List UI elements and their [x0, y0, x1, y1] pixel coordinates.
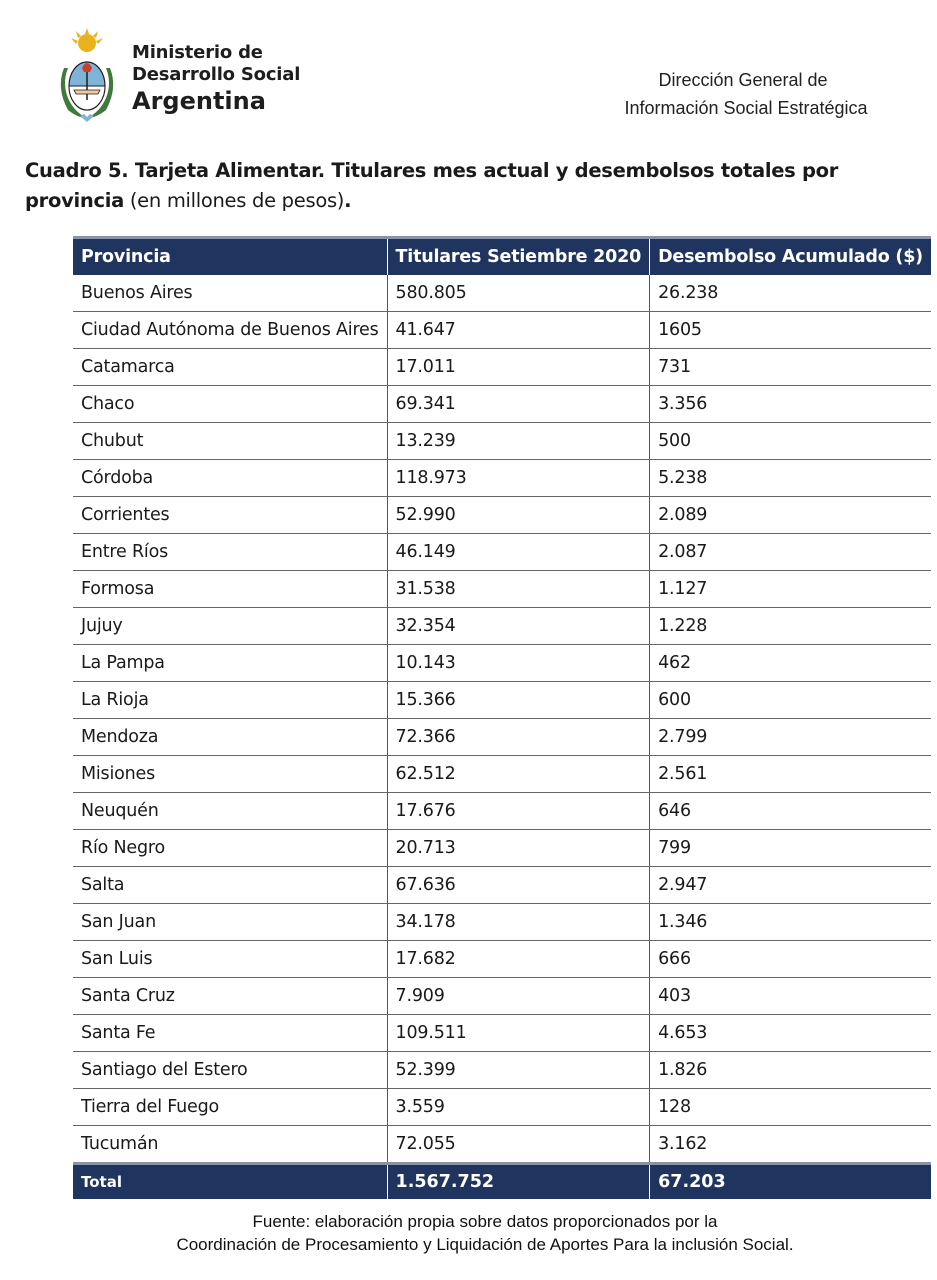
table-row: [73, 349, 931, 386]
cell-desembolso: 1.127: [650, 571, 931, 608]
cell-provincia: Chubut: [73, 423, 387, 460]
cell-desembolso: 2.561: [650, 756, 931, 793]
table-row: [73, 756, 931, 793]
cell-titulares: 34.178: [387, 904, 650, 941]
source-line-1: Fuente: elaboración propia sobre datos proporcionados por la: [252, 1212, 718, 1231]
cell-provincia: Santa Cruz: [73, 978, 387, 1015]
cell-provincia: San Luis: [73, 941, 387, 978]
cell-titulares: 118.973: [387, 460, 650, 497]
cell-provincia: La Pampa: [73, 645, 387, 682]
cell-desembolso: 799: [650, 830, 931, 867]
cell-desembolso: 600: [650, 682, 931, 719]
total-titulares: 1.567.752: [387, 1164, 650, 1200]
source-note: [0, 1210, 937, 1256]
cell-desembolso: 5.238: [650, 460, 931, 497]
table-caption: [25, 156, 915, 216]
cell-provincia: Tierra del Fuego: [73, 1089, 387, 1126]
cell-provincia: Neuquén: [73, 793, 387, 830]
table-row: [73, 275, 931, 312]
table-row: [73, 423, 931, 460]
cell-desembolso: 462: [650, 645, 931, 682]
table-row: [73, 719, 931, 756]
cell-titulares: 10.143: [387, 645, 650, 682]
cell-titulares: 52.399: [387, 1052, 650, 1089]
cell-titulares: 7.909: [387, 978, 650, 1015]
ministry-line-2: Desarrollo Social: [132, 64, 301, 85]
cell-desembolso: 1.826: [650, 1052, 931, 1089]
cell-provincia: Santiago del Estero: [73, 1052, 387, 1089]
table-row: [73, 534, 931, 571]
cell-titulares: 46.149: [387, 534, 650, 571]
table-row: [73, 1015, 931, 1052]
cell-desembolso: 646: [650, 793, 931, 830]
header-desembolso: Desembolso Acumulado ($): [650, 238, 931, 276]
cell-titulares: 32.354: [387, 608, 650, 645]
cell-titulares: 31.538: [387, 571, 650, 608]
cell-titulares: 15.366: [387, 682, 650, 719]
cell-provincia: La Rioja: [73, 682, 387, 719]
table-row: [73, 682, 931, 719]
cell-provincia: Córdoba: [73, 460, 387, 497]
cell-desembolso: 1.228: [650, 608, 931, 645]
cell-provincia: Mendoza: [73, 719, 387, 756]
cell-titulares: 62.512: [387, 756, 650, 793]
total-label: Total: [73, 1164, 387, 1200]
cell-provincia: Formosa: [73, 571, 387, 608]
cell-desembolso: 2.087: [650, 534, 931, 571]
cell-desembolso: 500: [650, 423, 931, 460]
cell-desembolso: 1.346: [650, 904, 931, 941]
caption-normal: (en millones de pesos): [123, 189, 345, 212]
cell-provincia: Entre Ríos: [73, 534, 387, 571]
cell-titulares: 580.805: [387, 275, 650, 312]
cell-desembolso: 2.799: [650, 719, 931, 756]
ministry-line-1: Ministerio de: [132, 42, 263, 63]
cell-provincia: Chaco: [73, 386, 387, 423]
cell-desembolso: 403: [650, 978, 931, 1015]
cell-desembolso: 2.089: [650, 497, 931, 534]
cell-desembolso: 128: [650, 1089, 931, 1126]
cell-titulares: 72.366: [387, 719, 650, 756]
caption-end: .: [344, 189, 352, 212]
cell-titulares: 41.647: [387, 312, 650, 349]
table-row: [73, 978, 931, 1015]
province-table: [73, 236, 931, 1199]
cell-desembolso: 731: [650, 349, 931, 386]
table-row: [73, 608, 931, 645]
cell-provincia: Catamarca: [73, 349, 387, 386]
cell-provincia: Misiones: [73, 756, 387, 793]
cell-provincia: Corrientes: [73, 497, 387, 534]
cell-titulares: 67.636: [387, 867, 650, 904]
header-titulares: Titulares Setiembre 2020: [387, 238, 650, 276]
table-row: [73, 867, 931, 904]
cell-desembolso: 26.238: [650, 275, 931, 312]
table-row: [73, 941, 931, 978]
table-row: [73, 497, 931, 534]
cell-titulares: 17.676: [387, 793, 650, 830]
cell-provincia: San Juan: [73, 904, 387, 941]
cell-provincia: Buenos Aires: [73, 275, 387, 312]
ministry-line-3: Argentina: [132, 87, 266, 115]
table-row: [73, 571, 931, 608]
cell-titulares: 13.239: [387, 423, 650, 460]
caption-bold: Cuadro 5. Tarjeta Alimentar. Titulares mes actual y desembolsos totales por provincia: [25, 159, 839, 212]
page-header: [0, 0, 937, 140]
cell-provincia: Río Negro: [73, 830, 387, 867]
table-total-row: [73, 1164, 931, 1200]
cell-titulares: 17.011: [387, 349, 650, 386]
direccion-line-1: Dirección General de: [658, 70, 828, 90]
cell-desembolso: 3.356: [650, 386, 931, 423]
table-row: [73, 312, 931, 349]
direccion-line-2: Información Social Estratégica: [624, 98, 868, 118]
table-row: [73, 1089, 931, 1126]
cell-provincia: Ciudad Autónoma de Buenos Aires: [73, 312, 387, 349]
coat-of-arms-icon: [54, 28, 120, 124]
cell-titulares: 20.713: [387, 830, 650, 867]
table-row: [73, 904, 931, 941]
cell-titulares: 72.055: [387, 1126, 650, 1164]
ministry-name: [132, 42, 300, 116]
table-row: [73, 793, 931, 830]
table-header-row: [73, 238, 931, 276]
table-row: [73, 830, 931, 867]
header-provincia: Provincia: [73, 238, 387, 276]
cell-provincia: Tucumán: [73, 1126, 387, 1164]
cell-provincia: Salta: [73, 867, 387, 904]
cell-desembolso: 666: [650, 941, 931, 978]
total-desembolso: 67.203: [650, 1164, 931, 1200]
table-body: [73, 275, 931, 1164]
cell-desembolso: 2.947: [650, 867, 931, 904]
table-row: [73, 645, 931, 682]
table-row: [73, 1052, 931, 1089]
cell-provincia: Santa Fe: [73, 1015, 387, 1052]
source-line-2: Coordinación de Procesamiento y Liquidación de Aportes Para la inclusión Social.: [176, 1235, 794, 1254]
table-row: [73, 460, 931, 497]
table-row: [73, 386, 931, 423]
cell-desembolso: 1605: [650, 312, 931, 349]
cell-provincia: Jujuy: [73, 608, 387, 645]
cell-titulares: 17.682: [387, 941, 650, 978]
cell-titulares: 109.511: [387, 1015, 650, 1052]
table-row: [73, 1126, 931, 1164]
cell-titulares: 52.990: [387, 497, 650, 534]
cell-titulares: 3.559: [387, 1089, 650, 1126]
cell-desembolso: 3.162: [650, 1126, 931, 1164]
cell-desembolso: 4.653: [650, 1015, 931, 1052]
direccion-label: [593, 66, 893, 122]
cell-titulares: 69.341: [387, 386, 650, 423]
